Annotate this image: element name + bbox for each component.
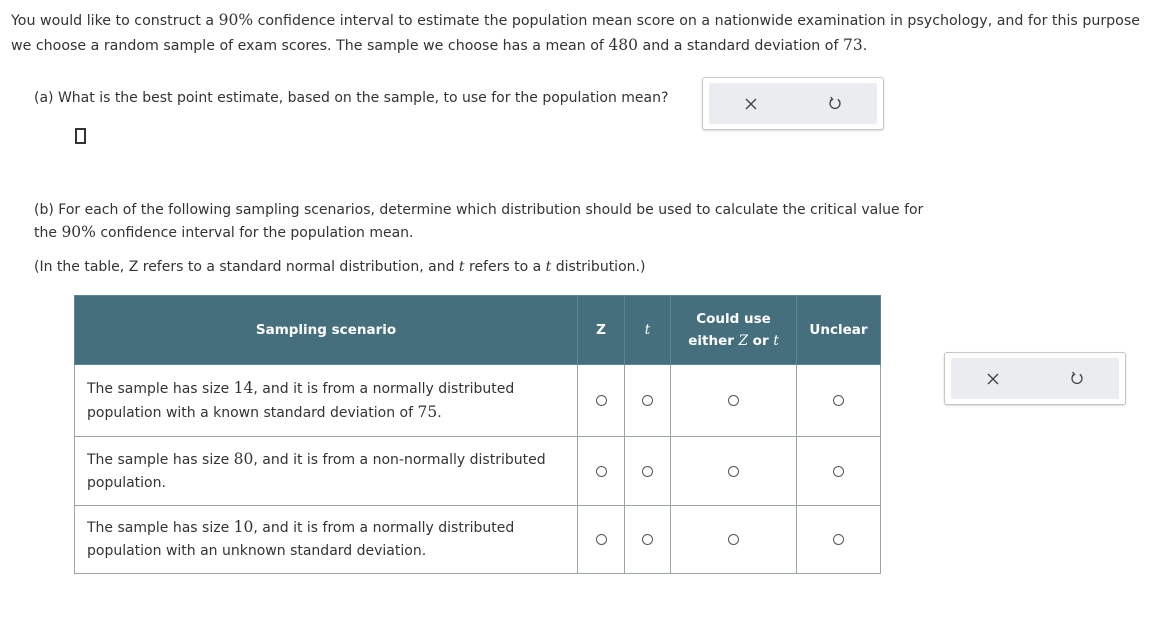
close-x-icon [987, 373, 999, 385]
part-a-action-panel [702, 77, 884, 130]
radio-t-3[interactable] [642, 534, 653, 545]
problem-statement: You would like to construct a 90% confidence interval to estimate the population mean score on a nationwide examination in psychology, and for this purpose we choose a random sample of exam scores. The sample we choose has a mean of 480 and a standard deviation of 73. [11, 11, 1140, 54]
part-b-question: (b) For each of the following sampling scenarios, determine which distribution should be used to calculate the critical value for the 90% confidence interval for the population mean. [34, 202, 924, 241]
header-z: Z [578, 296, 625, 365]
header-unclear: Unclear [797, 296, 881, 365]
radio-either-3[interactable] [728, 534, 739, 545]
radio-unclear-3[interactable] [833, 534, 844, 545]
header-t: t [625, 296, 671, 365]
table-note: (In the table, Z refers to a standard normal distribution, and t refers to a t distribution.) [34, 259, 646, 275]
radio-unclear-1[interactable] [833, 395, 844, 406]
radio-unclear-2[interactable] [833, 466, 844, 477]
table-row [75, 506, 881, 574]
scenario-3: The sample has size 10, and it is from a normally distributed population with an unknown standard deviation. [75, 506, 578, 574]
close-x-icon [745, 98, 757, 110]
header-scenario: Sampling scenario [75, 296, 578, 365]
header-either: Could use either Z or t [671, 296, 797, 365]
clear-button[interactable] [951, 358, 1035, 399]
radio-either-1[interactable] [728, 395, 739, 406]
radio-t-2[interactable] [642, 466, 653, 477]
scenario-2: The sample has size 80, and it is from a non-normally distributed population. [75, 437, 578, 506]
radio-z-2[interactable] [596, 466, 607, 477]
reset-button[interactable] [793, 83, 877, 124]
radio-z-1[interactable] [596, 395, 607, 406]
table-row [75, 365, 881, 437]
undo-icon [828, 96, 842, 111]
table-row [75, 437, 881, 506]
scenario-1: The sample has size 14, and it is from a normally distributed population with a known standard deviation of 75. [75, 365, 578, 437]
reset-button[interactable] [1035, 358, 1119, 399]
point-estimate-input[interactable] [75, 128, 86, 144]
distribution-table [74, 295, 881, 574]
radio-either-2[interactable] [728, 466, 739, 477]
radio-t-1[interactable] [642, 395, 653, 406]
clear-button[interactable] [709, 83, 793, 124]
part-b-action-panel [944, 352, 1126, 405]
radio-z-3[interactable] [596, 534, 607, 545]
undo-icon [1070, 371, 1084, 386]
part-a-question: (a) What is the best point estimate, based on the sample, to use for the population mean? [34, 90, 669, 106]
